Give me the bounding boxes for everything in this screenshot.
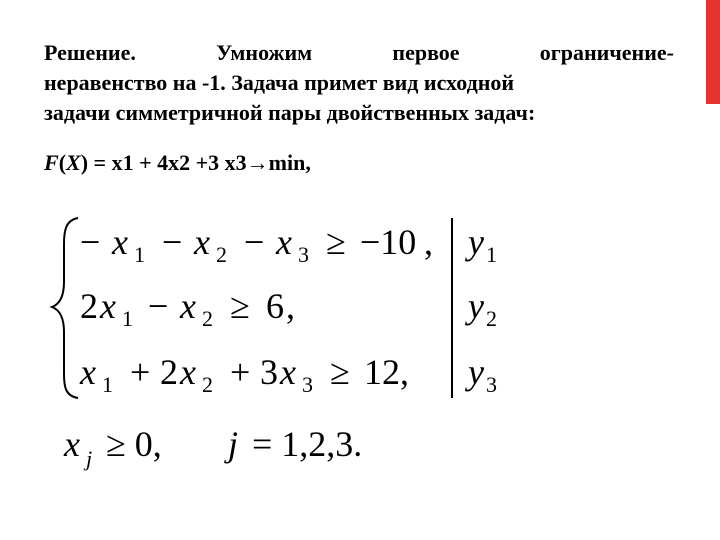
objective-x: X <box>66 150 81 175</box>
svg-text:x: x <box>194 222 210 262</box>
paragraph-line-3: задачи симметричной пары двойственных задач: <box>44 100 536 125</box>
index-var: j <box>228 424 239 464</box>
svg-text:x: x <box>180 352 196 392</box>
paragraph-line-2: неравенство на -1. Задача примет вид исходной <box>44 70 515 95</box>
row2-rhs: 6 <box>266 286 284 326</box>
word-reshenie: Решение. <box>44 40 136 65</box>
dual-y3: y <box>468 352 484 392</box>
constraint-row-3 <box>79 352 497 397</box>
nonnegativity-condition <box>63 424 362 471</box>
svg-text:x: x <box>100 286 116 326</box>
row1-rhs: −10 <box>360 222 417 262</box>
dual-y1: y <box>468 222 484 262</box>
dual-y2-sub: 2 <box>486 306 497 331</box>
svg-text:2: 2 <box>202 372 213 397</box>
svg-text:2: 2 <box>216 242 227 267</box>
nonneg-var: x <box>64 424 80 464</box>
svg-text:,: , <box>400 352 409 392</box>
objective-f: F <box>44 150 59 175</box>
svg-text:−: − <box>80 222 101 262</box>
objective-rest: = x1 + 4x2 +3 x3→min, <box>93 150 311 175</box>
svg-text:,: , <box>286 286 295 326</box>
dual-y1-sub: 1 <box>486 242 497 267</box>
svg-text:x: x <box>280 352 296 392</box>
svg-text:≥: ≥ <box>230 286 250 326</box>
svg-text:x: x <box>180 286 196 326</box>
svg-text:+: + <box>230 352 251 392</box>
svg-text:x: x <box>80 352 96 392</box>
svg-text:x: x <box>276 222 292 262</box>
svg-text:−: − <box>244 222 265 262</box>
svg-text:−: − <box>162 222 183 262</box>
constraint-row-1 <box>80 222 497 267</box>
svg-text:3: 3 <box>298 242 309 267</box>
system-brace <box>52 218 78 398</box>
index-values: = 1,2,3. <box>252 424 363 464</box>
svg-text:1: 1 <box>122 306 133 331</box>
svg-text:1: 1 <box>102 372 113 397</box>
svg-text:≥: ≥ <box>330 352 350 392</box>
constraint-row-2 <box>80 286 497 331</box>
row3-rhs: 12 <box>364 352 400 392</box>
svg-text:x: x <box>112 222 128 262</box>
svg-text:1: 1 <box>134 242 145 267</box>
word-umnozhim: Умножим <box>216 40 313 65</box>
dual-y2: y <box>468 286 484 326</box>
svg-text:≥: ≥ <box>326 222 346 262</box>
dual-y3-sub: 3 <box>486 372 497 397</box>
svg-text:,: , <box>424 222 433 262</box>
svg-text:2: 2 <box>160 352 178 392</box>
svg-text:+: + <box>130 352 151 392</box>
nonneg-sub: j <box>86 446 93 471</box>
word-ogranichenie: ограничение- <box>539 40 674 65</box>
svg-text:2: 2 <box>202 306 213 331</box>
svg-text:3: 3 <box>260 352 278 392</box>
word-pervoe: первое <box>392 40 460 65</box>
svg-text:3: 3 <box>302 372 313 397</box>
svg-text:2: 2 <box>80 286 98 326</box>
svg-text:−: − <box>148 286 169 326</box>
nonneg-rel: ≥ 0, <box>106 424 162 464</box>
objective-function: F(X) = x1 + 4x2 +3 x3→min, <box>44 150 311 175</box>
